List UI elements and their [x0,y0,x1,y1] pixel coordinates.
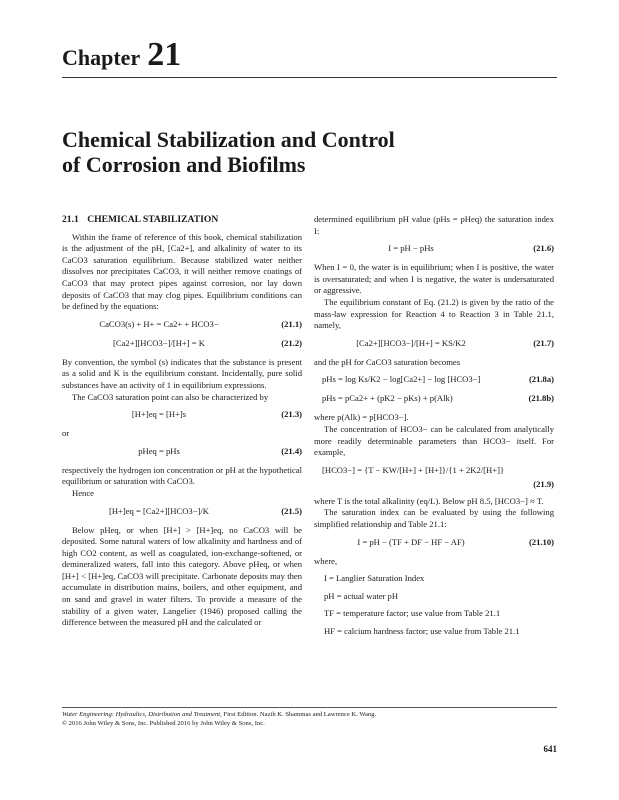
equation-expression: I = pH − pHs [388,243,434,254]
footnote-source [62,710,557,719]
footnote-copyright: © 2016 John Wiley & Sons, Inc. Published 2016 by John Wiley & Sons, Inc. [62,720,265,727]
chapter-title [62,127,557,177]
right-column [314,214,554,643]
definition-item: pH = actual water pH [324,590,399,601]
paragraph: Below pHeq, or when [H+] > [H+]eq, no CaCO3 will be deposited. Some natural waters of low alkalinity and hardness and of high CO2 content, as well as coagulated, ion-exchange-softened, or demineralized waters, fall into this category. Above pHeq, or when [H+] < [H+]eq, CaCO3 will precipitate. Carbonate deposits may then accumulate in distribution mains, boilers, and other equipment, and on sand and gravel in water filters. To provide a measure of the stability of a given water, Langelier (1946) proposed calling the difference between the measured pH and the calculated or [62,524,302,628]
paragraph: The saturation index can be evaluated by using the following simplified relationship and Table 21.1: [314,507,554,529]
chapter-heading [62,36,181,74]
footnote-rule [62,707,557,708]
equation-21-1 [62,319,302,331]
equation-number: (21.9) [533,478,554,489]
equation-21-9 [314,465,554,489]
equation-21-6 [314,243,554,255]
equation-expression: I = pH − (TF + DF − HF − AF) [357,536,465,547]
paragraph: The CaCO3 saturation point can also be characterized by [72,391,269,402]
equation-expression: pHs = pCa2+ + (pK2 − pKs) + p(Alk) [322,393,453,404]
equation-number: (21.1) [281,318,302,329]
equation-number: (21.7) [533,337,554,348]
left-column [62,214,302,629]
equation-expression: pHeq = pHs [138,445,180,456]
chapter-title-line-1: Chemical Stabilization and Control [62,127,395,152]
equation-number: (21.3) [281,409,302,420]
footnote [62,710,557,728]
chapter-number: 21 [147,36,182,73]
paragraph: The equilibrium constant of Eq. (21.2) is given by the ratio of the mass-law expression for Reaction 4 to Reaction 3 in Table 21.1, namely, [314,296,554,331]
paragraph: Hence [72,487,94,498]
paragraph: Within the frame of reference of this book, chemical stabilization is the adjustment of the pH, [Ca2+], and alkalinity of water to its CaCO3 saturation equilibrium. Because stabilized water neither dissolves nor precipitates CaCO3, it will neither remove coatings of CaCO3 that may protect pipes against corrosion, nor lay down deposits of CaCO3 that may clog pipes. Equilibrium conditions can be defined by the equations: [62,231,302,312]
equation-21-5 [62,506,302,518]
equation-number: (21.10) [528,536,554,547]
paragraph: respectively the hydrogen ion concentration or pH at the hypothetical equilibrium or saturation with CaCO3. [62,464,302,487]
paragraph: and the pH for CaCO3 saturation becomes [314,356,461,367]
equation-expression: CaCO3(s) + H+ = Ca2+ + HCO3− [99,318,219,329]
equation-number: (21.4) [281,445,302,456]
equation-expression: [H+]eq = [Ca2+][HCO3−]/K [108,505,210,516]
equation-21-8a [314,374,554,386]
definition-item: TF = temperature factor; use value from Table 21.1 [324,608,501,619]
equation-number: (21.8b) [528,393,554,404]
definition-item: HF = calcium hardness factor; use value from Table 21.1 [324,625,520,636]
chapter-title-line-2: of Corrosion and Biofilms [62,152,306,177]
equation-number: (21.5) [281,505,302,516]
equation-expression: [H+]eq = [H+]s [131,409,187,420]
section-title: CHEMICAL STABILIZATION [87,214,219,225]
equation-number: (21.6) [533,243,554,254]
equation-21-7 [314,338,554,350]
paragraph: The concentration of HCO3− can be calculated from analytically more readily determinable parameters than HCO3− itself. For example, [314,423,554,458]
equation-expression: [Ca2+][HCO3−]/[H+] = KS/K2 [356,337,466,348]
paragraph: By convention, the symbol (s) indicates that the substance is present as a solid and K is the equilibrium constant. Incidentally, pure solid substances have an activity of 1 in equilibrium expressions. [62,356,302,390]
equation-21-8b [314,393,554,405]
section-number: 21.1 [62,214,79,225]
paragraph: determined equilibrium pH value (pHs = pHeq) the saturation index I: [314,214,554,236]
equation-21-10 [314,537,554,549]
equation-21-4 [62,446,302,458]
definition-list [324,573,554,637]
book-title: Water Engineering: Hydraulics, Distribution and Treatment [62,711,221,718]
equation-expression: [Ca2+][HCO3−]/[H+] = K [113,337,205,348]
page-number: 641 [543,744,557,754]
definition-item: I = Langlier Saturation Index [324,573,425,584]
chapter-label: Chapter [62,45,141,70]
paragraph: or [62,428,70,439]
paragraph: where, [314,555,338,566]
equation-expression: [HCO3−] = {T − KW/[H+] + [H+]}/{1 + 2K2/[H+]} [322,464,505,475]
equation-expression: pHs = log Ks/K2 − log[Ca2+] − log [HCO3−] [322,374,481,385]
equation-number: (21.2) [281,337,302,348]
equation-number: (21.8a) [528,374,554,385]
paragraph: where T is the total alkalinity (eq/L). Below pH 8.5, [HCO3−] ≈ T. [314,495,544,506]
paragraph: When I = 0, the water is in equilibrium; when I is positive, the water is oversaturated; and when I is negative, the water is undersaturated or aggressive. [314,262,554,296]
section-heading [62,214,302,226]
equation-21-2 [62,338,302,350]
paragraph: where p(Alk) = p[HCO3−]. [314,412,409,423]
equation-21-3 [62,409,302,421]
chapter-rule [62,77,557,78]
book-edition-authors: , First Edition. Nazih K. Shammas and Lawrence K. Wang. [220,711,377,718]
